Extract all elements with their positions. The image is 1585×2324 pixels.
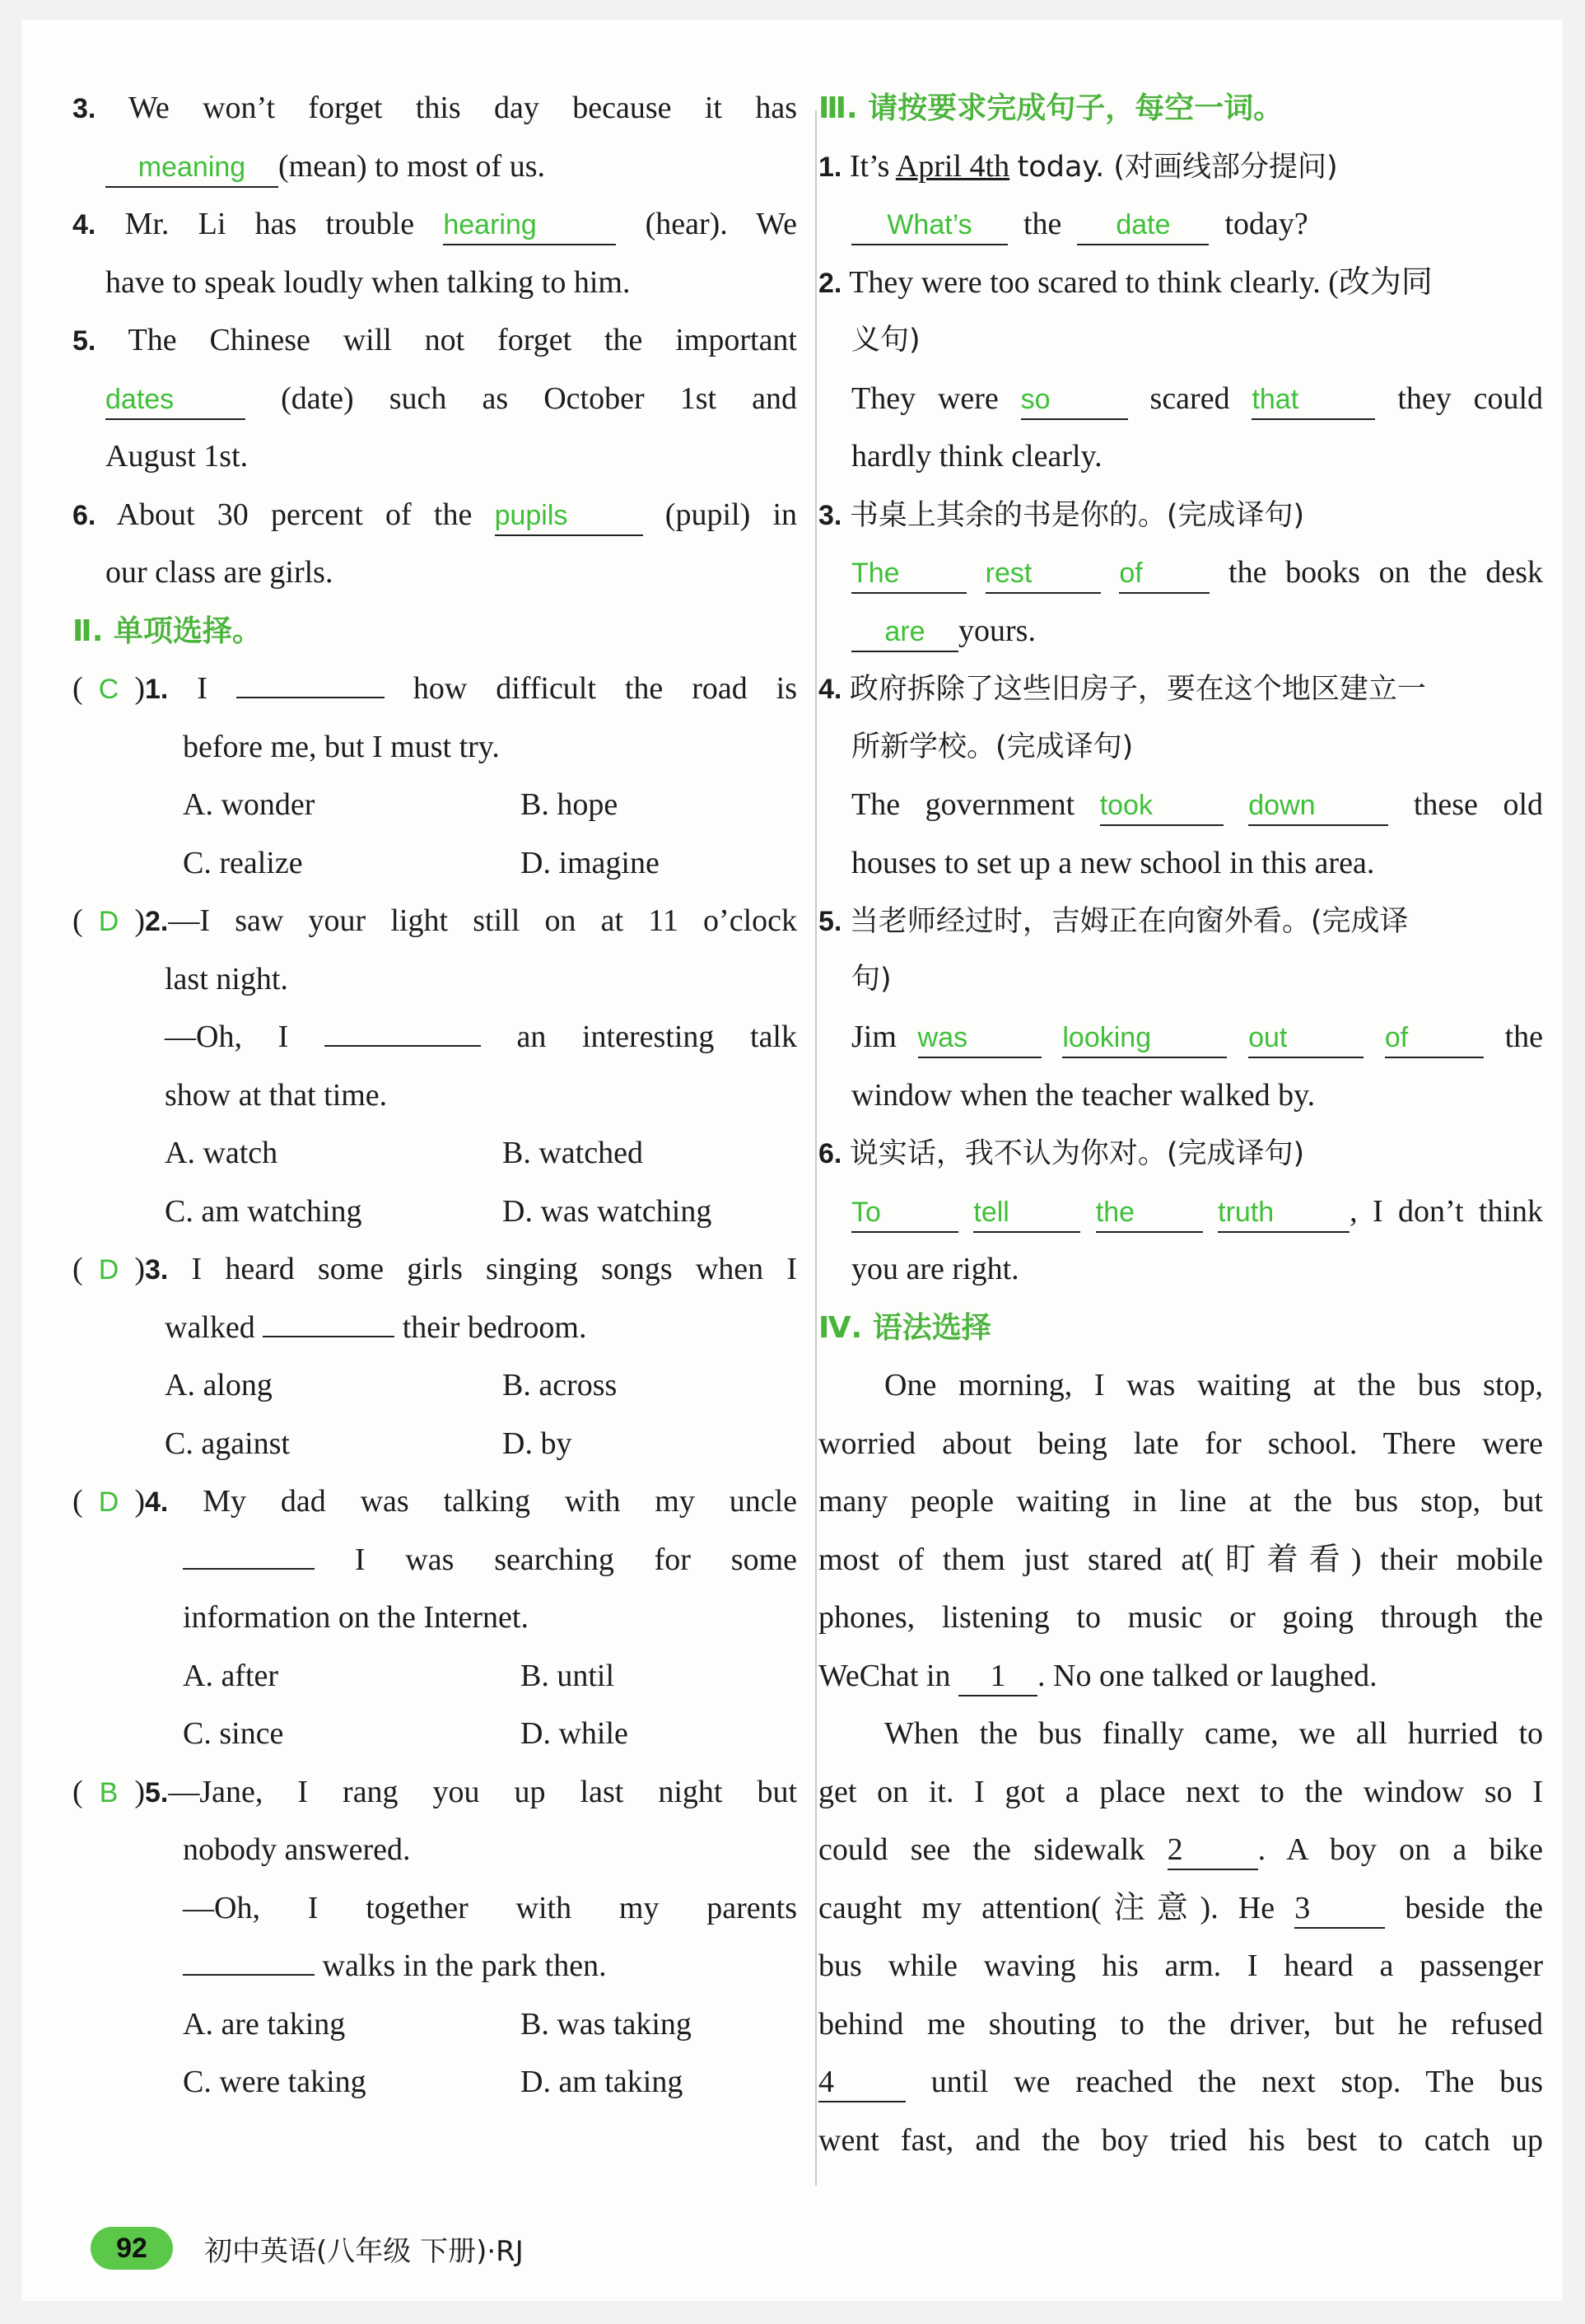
answer-blank: To	[851, 1192, 958, 1233]
mc-question-4: ( D )4. My dad was talking with my uncle	[72, 1484, 798, 1519]
section-4-title: Ⅳ. 语法选择	[818, 1310, 991, 1345]
mc-options-5: A. are taking B. was taking	[183, 2006, 692, 2042]
translate-question-6: 6. 说实话，我不认为你对。(完成译句)	[818, 1137, 1305, 1170]
answer-blank: was	[918, 1018, 1042, 1058]
left-column: 3. We won’t forget this day because it has meaning (mean) to most of us. 4. Mr. Li has trouble hearing (hear). We have to speak loudly when talking to him. 5. The Chinese will not forget the important dates (date) such as October 1st and August 1st. 6. About 30 percent of the pupils (pupil) in our class are girls. Ⅱ. 单项选择。 ( C )1. I how difficult the road is before me, but I must try. A. wonder B. hope C. realize D. imagine ( D )2.—I saw your light still on at 11 o’clock last night. —Oh, I an interesting talk show at that time. A. watch B. watched C. am watching D. was watching ( D )3. I heard some girls singing songs when I walked their bedroom. A. along B. across C. against D. by ( D )4. My dad was talking with my uncle I was searching for some information on the Internet. A. after B. until C. since D. while ( B )5.—Jane, I rang you up last night but nobody answered. —Oh, I together with my parents walks in the park then. A. are taking B. was taking C. were taking D. am taking	[72, 79, 797, 2112]
right-column: Ⅲ. 请按要求完成句子，每空一词。 1. It’s April 4th today. (对画线部分提问) What’s the date today? 2. They were too scared to think clearly. (改为同 义句) They were so scared that they could hardly think clearly. 3. 书桌上其余的书是你的。(完成译句) The rest of the books on the desk are yours. 4. 政府拆除了这些旧房子，要在这个地区建立一 所新学校。(完成译句) The government took down these old houses to set up a new school in this area. 5. 当老师经过时，吉姆正在向窗外看。(完成译 句) Jim was looking out of the window when the teacher walked by. 6. 说实话，我不认为你对。(完成译句) To tell the truth , I don’t think you are right. Ⅳ. 语法选择 One morning, I was waiting at the bus stop, worried about being late for school. There were many people waiting in line at the bus stop, but most of them just stared at(盯着看) their mobile phones, listening to music or going through the WeChat in 1 . No one talked or laughed. When the bus finally came, we all hurried to get on it. I got a place next to the window so I could see the sidewalk 2 . A boy on a bike caught my attention(注意). He 3 beside the bus while waving his arm. I heard a passenger behind me shouting to the driver, but he refused 4 until we reached the next stop. The bus went fast, and the boy tried his best to catch up	[818, 79, 1543, 2169]
translate-question-3: 3. 书桌上其余的书是你的。(完成译句)	[818, 498, 1305, 532]
answer-blank: of	[1385, 1018, 1484, 1058]
gap-blank-4: 4	[818, 2063, 906, 2102]
fill-item-4: 4. Mr. Li has trouble hearing (hear). We	[72, 195, 797, 254]
answer-blank: looking	[1062, 1018, 1227, 1058]
column-divider	[815, 110, 817, 2186]
answer-blank: tell	[973, 1192, 1080, 1233]
answer-blank: that	[1252, 380, 1375, 420]
translate-question-5: 5. 当老师经过时，吉姆正在向窗外看。(完成译	[818, 905, 1409, 938]
answer-blank	[236, 697, 385, 698]
gap-blank-3: 3	[1294, 1889, 1385, 1929]
mc-question-3: ( D )3. I heard some girls singing songs when I	[72, 1252, 797, 1286]
answer-blank: the	[1096, 1192, 1203, 1233]
section-2-title: Ⅱ. 单项选择。	[72, 614, 262, 648]
mc-options-2: A. watch B. watched	[165, 1136, 643, 1170]
mc-question-5: ( B )5.—Jane, I rang you up last night but	[72, 1774, 797, 1809]
answer-blank: meaning	[105, 147, 278, 188]
answer-blank: are	[851, 612, 958, 652]
page-footer	[91, 2227, 524, 2270]
fill-item-3: 3. We won’t forget this day because it has	[72, 91, 797, 125]
answer-blank	[324, 1045, 481, 1047]
passage: One morning, I was waiting at the bus stop, worried about being late for school. There were many people waiting in line at the bus stop, but most of them just stared at(盯着看) their mobile phones, listening to music or going through the WeChat in 1 . No one talked or laughed. When the bus finally came, we all hurried to get on it. I got a place next to the window so I could see the sidewalk 2 . A boy on a bike caught my attention(注意). He 3 beside the bus while waving his arm. I heard a passenger behind me shouting to the driver, but he refused 4 until we reached the next stop. The bus went fast, and the boy tried his best to catch up	[818, 1368, 1544, 2158]
answer-blank: of	[1119, 553, 1210, 594]
answer-blank: took	[1100, 786, 1224, 826]
rewrite-question-1: 1. It’s April 4th today. (对画线部分提问)	[818, 148, 1338, 184]
book-title: 初中英语(八年级 下册)·RJ	[204, 2234, 524, 2268]
mc-question-2: ( D )2.—I saw your light still on at 11 o’clock	[72, 903, 797, 938]
answer-blank: date	[1077, 205, 1209, 245]
fill-item-5: 5. The Chinese will not forget the important	[72, 323, 797, 357]
answer-blank: The	[851, 553, 967, 594]
answer-blank	[183, 1568, 315, 1570]
mc-options-4: A. after B. until	[183, 1658, 615, 1693]
answer-blank: pupils	[495, 496, 643, 536]
translate-question-4: 4. 政府拆除了这些旧房子，要在这个地区建立一	[818, 673, 1426, 706]
answer-blank: down	[1248, 786, 1388, 826]
answer-blank: hearing	[443, 205, 616, 245]
mc-options-3: A. along B. across	[165, 1368, 618, 1402]
mc-options-1: A. wonder B. hope	[183, 787, 618, 822]
mc-question-1: ( C )1. I how difficult the road is	[72, 671, 798, 706]
section-3-title: Ⅲ. 请按要求完成句子，每空一词。	[818, 91, 1284, 125]
answer-blank: dates	[105, 380, 245, 420]
fill-item-6: 6. About 30 percent of the pupils (pupil) in	[72, 486, 797, 544]
answer-blank: out	[1248, 1018, 1364, 1058]
gap-blank-2: 2	[1168, 1831, 1258, 1870]
answer-blank	[263, 1336, 394, 1337]
answer-blank: so	[1021, 380, 1128, 420]
answer-blank: What’s	[851, 205, 1008, 245]
answer-blank: truth	[1218, 1192, 1350, 1233]
answer-blank	[183, 1974, 315, 1976]
gap-blank-1: 1	[958, 1657, 1037, 1696]
page	[21, 20, 1563, 2301]
page-number-badge: 92	[91, 2227, 173, 2270]
rewrite-question-2: 2. They were too scared to think clearly. (改为同	[818, 264, 1433, 300]
answer-blank: rest	[986, 553, 1101, 594]
